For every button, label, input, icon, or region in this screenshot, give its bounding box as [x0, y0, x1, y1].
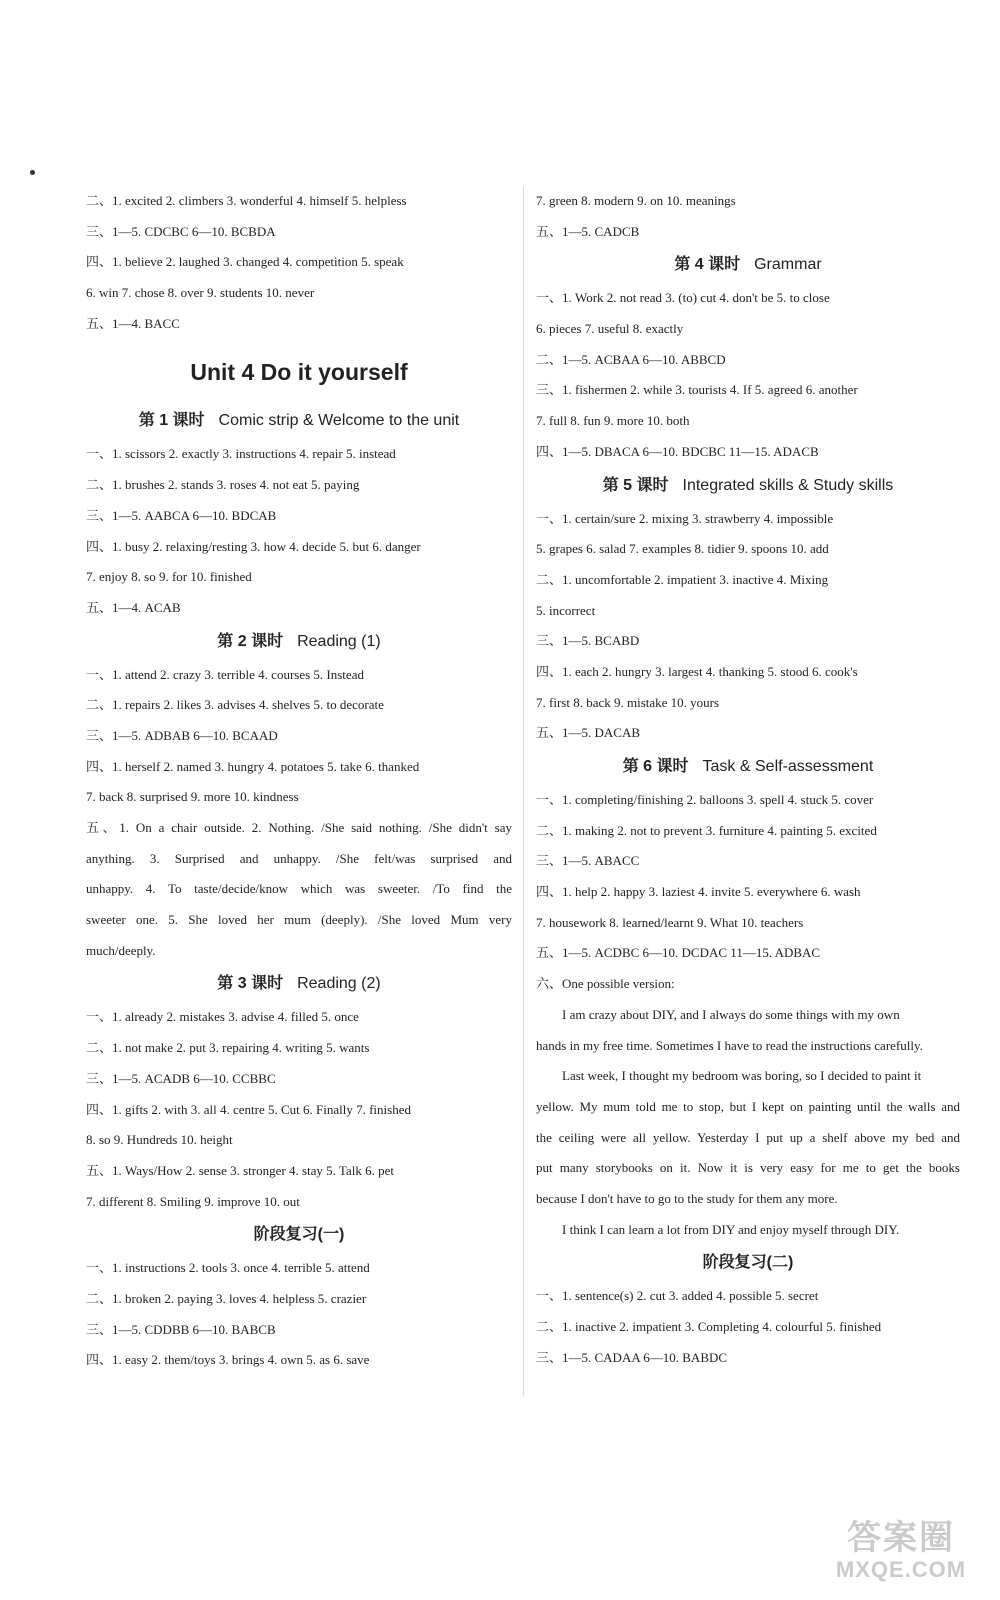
answer-line: I think I can learn a lot from DIY and enjoy myself through DIY.	[562, 1221, 900, 1237]
lesson-heading	[536, 1245, 960, 1281]
answer-line: 二、1. repairs 2. likes 3. advises 4. shelves 5. to decorate	[86, 697, 384, 713]
answer-line: sweeter one. 5. She loved her mum (deeply). /She loved Mum very	[86, 912, 512, 928]
answer-line: 6. pieces 7. useful 8. exactly	[536, 321, 684, 337]
answer-line: yellow. My mum told me to stop, but I kept on painting until the walls and	[536, 1098, 960, 1114]
lesson-name: Reading (1)	[297, 632, 381, 650]
lesson-heading	[536, 468, 960, 504]
answer-line: unhappy. 4. To taste/decide/know which was sweeter. /To find the	[86, 881, 512, 897]
answer-line: 四、1. easy 2. them/toys 3. brings 4. own 5. as 6. save	[86, 1352, 370, 1368]
answer-line: 五、1—5. CADCB	[536, 223, 640, 239]
answer-line: 三、1—5. CADAA 6—10. BABDC	[536, 1349, 728, 1365]
answer-line: 三、1—5. BCABD	[536, 633, 640, 649]
answer-line: 三、1—5. AABCA 6—10. BDCAB	[86, 507, 277, 523]
answer-line: 二、1. making 2. not to prevent 3. furniture 4. painting 5. excited	[536, 822, 877, 838]
lesson-number: 第 5 课时	[602, 476, 669, 494]
watermark-url: MXQE.COM	[835, 1557, 967, 1582]
lesson-number: 第 2 课时	[217, 632, 284, 650]
lesson-name: Grammar	[754, 256, 822, 274]
answer-line: 五、1—4. BACC	[86, 315, 180, 331]
answer-line: the ceiling were all yellow. Yesterday I put up a shelf above my bed and	[536, 1129, 960, 1145]
answer-line: 7. back 8. surprised 9. more 10. kindness	[86, 789, 299, 805]
answer-line: 一、1. certain/sure 2. mixing 3. strawberry 4. impossible	[536, 510, 834, 526]
answer-line: 五、1. On a chair outside. 2. Nothing. /She said nothing. /She didn't say	[86, 820, 512, 835]
answer-line: because I don't have to go to the study for them any more.	[536, 1190, 838, 1206]
answer-line: 一、1. instructions 2. tools 3. once 4. terrible 5. attend	[86, 1260, 370, 1276]
answer-line: 一、1. sentence(s) 2. cut 3. added 4. possible 5. secret	[536, 1288, 819, 1304]
answer-line: 一、1. attend 2. crazy 3. terrible 4. courses 5. Instead	[86, 666, 364, 682]
lesson-heading	[536, 247, 960, 283]
answer-line: 二、1. broken 2. paying 3. loves 4. helpless 5. crazier	[86, 1290, 367, 1306]
answer-line: 四、1. gifts 2. with 3. all 4. centre 5. Cut 6. Finally 7. finished	[86, 1101, 411, 1117]
answer-line: 一、1. completing/finishing 2. balloons 3. spell 4. stuck 5. cover	[536, 792, 874, 807]
answer-line: anything. 3. Surprised and unhappy. /She felt/was surprised and	[86, 850, 512, 866]
answer-line: 二、1—5. ACBAA 6—10. ABBCD	[536, 351, 726, 367]
lesson-heading	[86, 1217, 512, 1253]
answer-line: 5. grapes 6. salad 7. examples 8. tidier 9. spoons 10. add	[536, 541, 829, 557]
answer-line: 6. win 7. chose 8. over 9. students 10. never	[86, 285, 315, 301]
answer-line: 四、1. believe 2. laughed 3. changed 4. competition 5. speak	[86, 254, 404, 270]
answer-line: 三、1—5. CDCBC 6—10. BCBDA	[86, 223, 276, 239]
answer-line: 二、1. uncomfortable 2. impatient 3. inactive 4. Mixing	[536, 571, 829, 587]
answer-line: 四、1. help 2. happy 3. laziest 4. invite 5. everywhere 6. wash	[536, 884, 861, 900]
answer-line: 7. green 8. modern 9. on 10. meanings	[536, 193, 736, 208]
answer-line: 六、One possible version:	[536, 976, 675, 992]
answer-line: 7. first 8. back 9. mistake 10. yours	[536, 694, 720, 710]
watermark-logo-text: 答案圈	[847, 1519, 955, 1557]
answer-line: 二、1. inactive 2. impatient 3. Completing 4. colourful 5. finished	[536, 1319, 882, 1334]
answer-line: 三、1—5. ABACC	[536, 853, 640, 869]
answer-line: 五、1—5. DACAB	[536, 725, 641, 741]
answer-line: 二、1. not make 2. put 3. repairing 4. writing 5. wants	[86, 1040, 370, 1056]
answer-line: 7. different 8. Smiling 9. improve 10. out	[86, 1193, 300, 1209]
answer-line: 一、1. already 2. mistakes 3. advise 4. filled 5. once	[86, 1009, 359, 1025]
answer-line: 三、1. fishermen 2. while 3. tourists 4. If 5. agreed 6. another	[536, 382, 858, 398]
left-column	[86, 186, 512, 1376]
lesson-number: 第 6 课时	[622, 758, 689, 775]
lesson-number: 第 4 课时	[674, 256, 741, 274]
answer-line: 一、1. scissors 2. exactly 3. instructions 4. repair 5. instead	[86, 446, 396, 462]
lesson-heading	[536, 749, 960, 785]
answer-line: 8. so 9. Hundreds 10. height	[86, 1132, 233, 1148]
right-column	[536, 186, 960, 1373]
answer-line: Last week, I thought my bedroom was boring, so I decided to paint it	[562, 1068, 922, 1084]
answer-line: 7. full 8. fun 9. more 10. both	[536, 413, 690, 429]
answer-line: 5. incorrect	[536, 602, 596, 618]
answer-line: I am crazy about DIY, and I always do some things with my own	[562, 1006, 900, 1022]
answer-line: 7. enjoy 8. so 9. for 10. finished	[86, 569, 252, 585]
answer-line: 三、1—5. CDDBB 6—10. BABCB	[86, 1321, 276, 1337]
site-watermark	[816, 1518, 986, 1588]
answer-line: much/deeply.	[86, 942, 156, 958]
lesson-heading	[86, 966, 512, 1002]
answer-line: 二、1. excited 2. climbers 3. wonderful 4. himself 5. helpless	[86, 193, 407, 208]
answer-line: 五、1—5. ACDBC 6—10. DCDAC 11—15. ADBAC	[536, 945, 821, 961]
scan-dot	[30, 170, 35, 175]
lesson-name: Integrated skills & Study skills	[682, 476, 894, 494]
answer-line: 四、1. each 2. hungry 3. largest 4. thanking 5. stood 6. cook's	[536, 663, 858, 679]
answer-line: 三、1—5. ADBAB 6—10. BCAAD	[86, 727, 278, 743]
column-divider	[523, 186, 524, 1396]
answer-line: 一、1. Work 2. not read 3. (to) cut 4. don't be 5. to close	[536, 290, 830, 306]
answer-line: 五、1—4. ACAB	[86, 599, 181, 615]
lesson-number: 阶段复习(二)	[702, 1254, 794, 1272]
unit-title: Unit 4 Do it yourself	[190, 359, 408, 386]
answer-line: 四、1—5. DBACA 6—10. BDCBC 11—15. ADACB	[536, 443, 819, 459]
lesson-number: 阶段复习(一)	[253, 1226, 345, 1244]
lesson-number: 第 1 课时	[138, 412, 205, 430]
answer-line: 三、1—5. ACADB 6—10. CCBBC	[86, 1070, 276, 1086]
lesson-heading	[86, 624, 512, 660]
lesson-name: Comic strip & Welcome to the unit	[218, 412, 460, 430]
answer-line: 四、1. busy 2. relaxing/resting 3. how 4. decide 5. but 6. danger	[86, 538, 421, 554]
lesson-name: Reading (2)	[297, 975, 381, 993]
lesson-name: Task & Self-assessment	[702, 758, 874, 775]
lesson-number: 第 3 课时	[217, 975, 284, 993]
answer-line: 7. housework 8. learned/learnt 9. What 10. teachers	[536, 914, 804, 930]
answer-line: 二、1. brushes 2. stands 3. roses 4. not eat 5. paying	[86, 477, 360, 493]
lesson-heading	[86, 403, 512, 439]
answer-line: 四、1. herself 2. named 3. hungry 4. potatoes 5. take 6. thanked	[86, 758, 420, 774]
answer-line: put many storybooks on it. Now it is very easy for me to get the books	[536, 1160, 960, 1176]
answer-line: hands in my free time. Sometimes I have to read the instructions carefully.	[536, 1037, 923, 1053]
answer-line: 五、1. Ways/How 2. sense 3. stronger 4. stay 5. Talk 6. pet	[86, 1162, 394, 1178]
